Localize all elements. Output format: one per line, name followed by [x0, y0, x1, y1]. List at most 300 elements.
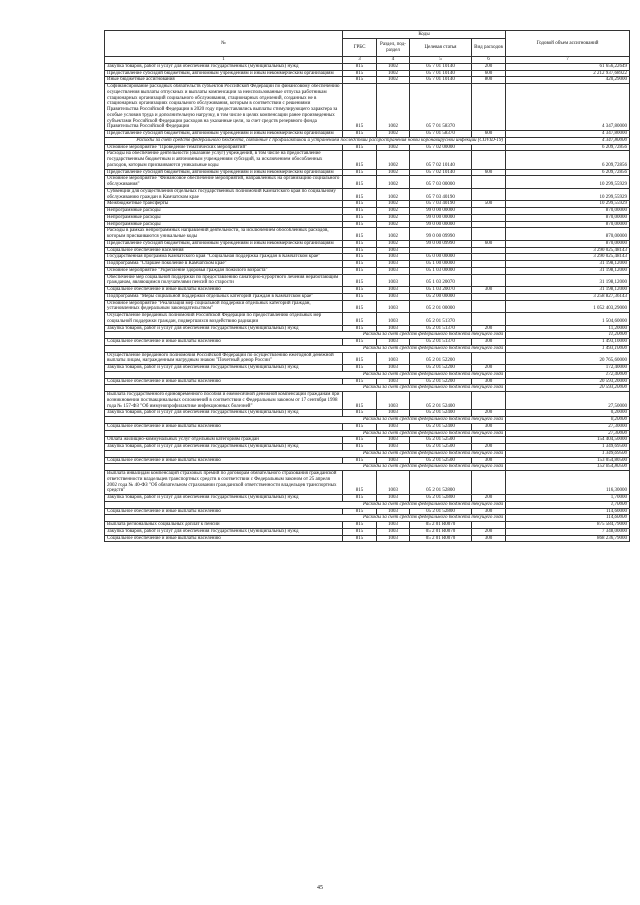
row-razdel: 1003 [377, 287, 410, 294]
row-target-article: 99 0 00 09990 [410, 228, 472, 241]
table-row [105, 221, 630, 228]
row-expense-type: 300 [472, 339, 506, 346]
note-amount: 1 349,69500 [506, 450, 630, 457]
row-expense-type [472, 144, 506, 151]
row-expense-type [472, 221, 506, 228]
row-amount: 10 299,55929 [506, 201, 630, 208]
table-row [105, 77, 630, 84]
note-row [105, 515, 630, 522]
row-amount: 4 347,80000 [506, 84, 630, 131]
col-codes-group: Коды [343, 31, 506, 39]
row-target-article: 05 2 01 52500 [410, 437, 472, 444]
row-description: Социальное обеспечение и иные выплаты населению [105, 508, 343, 515]
row-amount: 870,00000 [506, 214, 630, 221]
note-row [105, 417, 630, 424]
table-row [105, 70, 630, 77]
row-razdel: 1003 [377, 457, 410, 464]
row-target-article: 05 2 01 52400 [410, 410, 472, 417]
row-description: Закупка товаров, работ и услуг для обеспечения государственных (муниципальных) нужд [105, 63, 343, 70]
row-amount: 875 584,79000 [506, 522, 630, 529]
row-expense-type: 300 [472, 535, 506, 542]
row-target-article: 99 0 00 00000 [410, 221, 472, 228]
row-grbs: 815 [343, 444, 377, 451]
table-row [105, 287, 630, 294]
col-razdel: Раздел, под-раздел [377, 39, 410, 57]
row-target-article: 05 2 01 52200 [410, 365, 472, 372]
row-description: Подпрограмма "Старшее поколение в Камчатском крае" [105, 261, 343, 268]
col-amount: Годовой объем ассигнований [506, 31, 630, 57]
note-amount: 1 493,10000 [506, 345, 630, 352]
row-description: Социальное обеспечение и иные выплаты населению [105, 423, 343, 430]
row-target-article: 05 1 03 20070 [410, 287, 472, 294]
row-description: Иные бюджетные ассигнования [105, 77, 343, 84]
row-expense-type: 300 [472, 287, 506, 294]
idx-3: 3 [343, 57, 377, 64]
row-grbs: 815 [343, 535, 377, 542]
row-expense-type [472, 214, 506, 221]
idx-6: 6 [472, 57, 506, 64]
row-razdel: 1003 [377, 247, 410, 254]
row-target-article: 05 2 01 00000 [410, 300, 472, 313]
row-amount: 6 209,72856 [506, 144, 630, 151]
row-razdel: 1003 [377, 423, 410, 430]
row-grbs: 815 [343, 300, 377, 313]
table-row [105, 365, 630, 372]
row-grbs: 815 [343, 151, 377, 169]
row-grbs: 815 [343, 77, 377, 84]
row-description: Основное мероприятие "Финансовое обеспечение мероприятий, направленных на организацию социального обслуживания" [105, 176, 343, 189]
row-amount: 61 656,22649 [506, 63, 630, 70]
row-razdel: 1003 [377, 378, 410, 385]
row-amount: 20 765,60000 [506, 352, 630, 365]
row-grbs: 815 [343, 293, 377, 300]
row-razdel: 1003 [377, 471, 410, 495]
table-row [105, 176, 630, 189]
row-target-article: 99 0 00 00000 [410, 208, 472, 215]
row-expense-type: 300 [472, 508, 506, 515]
row-razdel: 1003 [377, 325, 410, 332]
row-expense-type: 200 [472, 365, 506, 372]
row-expense-type: 600 [472, 70, 506, 77]
row-razdel: 1003 [377, 437, 410, 444]
row-target-article: 05 7 02 00000 [410, 144, 472, 151]
row-grbs: 815 [343, 208, 377, 215]
note-text: Расходы за счет средств федерального бюджета, связанные с профилактикой и устранением последствий распространения новой коронавирусной инфекции (COVID-19) [105, 137, 506, 144]
note-amount: 20 593,20000 [506, 385, 630, 392]
row-grbs: 815 [343, 247, 377, 254]
row-target-article [410, 247, 472, 254]
row-expense-type [472, 261, 506, 268]
row-expense-type [472, 188, 506, 201]
note-amount: 27,30000 [506, 430, 630, 437]
col-num: № [105, 31, 343, 57]
row-razdel: 1002 [377, 240, 410, 247]
row-description: Расходы на обеспечение деятельности (оказание услуг) учреждений, в том числе на предоставление государственным бюджетным и автономным учреждениям субсидий, за исключением обособленных расходов, которым присваиваются уникальные коды [105, 151, 343, 169]
row-grbs: 815 [343, 240, 377, 247]
row-expense-type [472, 293, 506, 300]
row-grbs: 815 [343, 254, 377, 261]
note-text: Расходы за счет средств федерального бюджета текущего года [105, 464, 506, 471]
row-amount: 153 054,80500 [506, 457, 630, 464]
row-amount: 1 349,69500 [506, 444, 630, 451]
row-description: Закупка товаров, работ и услуг для обеспечения государственных (муниципальных) нужд [105, 444, 343, 451]
note-amount: 1,70000 [506, 501, 630, 508]
table-row [105, 378, 630, 385]
note-text: Расходы за счет средств федерального бюджета текущего года [105, 417, 506, 424]
budget-table [104, 30, 630, 542]
row-target-article: 05 7 02 10140 [410, 151, 472, 169]
table-row [105, 313, 630, 326]
row-target-article: 99 0 00 09990 [410, 240, 472, 247]
row-amount: 3 258 827,36143 [506, 293, 630, 300]
table-row [105, 508, 630, 515]
row-amount: 172,40000 [506, 365, 630, 372]
row-grbs: 815 [343, 437, 377, 444]
row-expense-type [472, 176, 506, 189]
row-razdel: 1003 [377, 254, 410, 261]
note-row [105, 430, 630, 437]
row-expense-type: 200 [472, 63, 506, 70]
table-row [105, 471, 630, 495]
col-cs: Целевая статья [410, 39, 472, 57]
table-row [105, 144, 630, 151]
row-description: Закупка товаров, работ и услуг для обеспечения государственных (муниципальных) нужд [105, 410, 343, 417]
table-row [105, 352, 630, 365]
row-expense-type [472, 274, 506, 287]
row-amount: 1 052 403,29000 [506, 300, 630, 313]
row-razdel: 1003 [377, 313, 410, 326]
row-razdel: 1003 [377, 300, 410, 313]
row-grbs: 815 [343, 457, 377, 464]
row-description: Софинансирование расходных обязательств субъектов Российской Федерации по финансовому обеспечению осуществления выплаты отпускных и выплаты компенсации за неиспользованные отпуска работникам стационарных организаций социального обслуживания, стационарных отделений, созданных не в стационарных организациях социального обслуживания, которым в соответствии с решениями Правительства Российской Федерации в 2020 году предоставлялись выплаты стимулирующего характера за особые условия труда и дополнительную нагрузку, в том числе в целях компенсации ранее произведенных субъектами Российской Федерации расходов на указанные цели, за счет средств резервного фонда Правительства Российской Федерации [105, 84, 343, 131]
row-razdel: 1002 [377, 176, 410, 189]
row-description: Закупка товаров, работ и услуг для обеспечения государственных (муниципальных) нужд [105, 528, 343, 535]
row-razdel: 1003 [377, 352, 410, 365]
row-razdel: 1003 [377, 495, 410, 502]
table-row [105, 437, 630, 444]
row-description: Расходы в рамках непрограммных направлений деятельности, за исключением обособленных расходов, которым присваиваются уникальные коды [105, 228, 343, 241]
row-expense-type [472, 254, 506, 261]
row-razdel: 1002 [377, 131, 410, 138]
row-description: Предоставление субсидий бюджетным, автономным учреждениям и иным некоммерческим организациям [105, 240, 343, 247]
table-row [105, 495, 630, 502]
row-expense-type: 600 [472, 240, 506, 247]
row-target-article: 05 2 00 00000 [410, 293, 472, 300]
row-expense-type: 200 [472, 410, 506, 417]
table-row [105, 423, 630, 430]
row-description: Государственная программа Камчатского края "Социальная поддержка граждан в Камчатском крае" [105, 254, 343, 261]
row-grbs: 815 [343, 495, 377, 502]
row-target-article: 05 2 01 52200 [410, 378, 472, 385]
row-razdel: 1003 [377, 444, 410, 451]
note-amount: 0,20000 [506, 417, 630, 424]
row-grbs: 815 [343, 522, 377, 529]
note-text: Расходы за счет средств федерального бюджета текущего года [105, 450, 506, 457]
row-description: Подпрограмма "Меры социальной поддержки отдельных категорий граждан в Камчатском крае" [105, 293, 343, 300]
row-razdel: 1002 [377, 77, 410, 84]
row-razdel: 1003 [377, 392, 410, 410]
row-grbs: 815 [343, 313, 377, 326]
row-target-article: 05 1 03 20070 [410, 274, 472, 287]
row-expense-type: 200 [472, 528, 506, 535]
row-amount: 7 348,00000 [506, 528, 630, 535]
note-text: Расходы за счет средств федерального бюджета текущего года [105, 385, 506, 392]
row-expense-type [472, 84, 506, 131]
row-target-article: 05 1 03 00000 [410, 267, 472, 274]
row-razdel: 1002 [377, 70, 410, 77]
note-text: Расходы за счет средств федерального бюджета текущего года [105, 515, 506, 522]
row-razdel: 1002 [377, 188, 410, 201]
row-description: Социальное обеспечение населения [105, 247, 343, 254]
row-target-article: 05 2 01 51370 [410, 325, 472, 332]
row-description: Обеспечение мер социальной поддержки по предоставлению санаторно-курортного лечения неработающим гражданам, являющимся получателями пенсий по старости [105, 274, 343, 287]
row-amount: 0,20000 [506, 410, 630, 417]
table-row [105, 151, 630, 169]
table-row [105, 84, 630, 131]
note-amount: 172,40000 [506, 371, 630, 378]
row-amount: 870,00000 [506, 228, 630, 241]
row-amount: 10 299,55929 [506, 176, 630, 189]
row-amount: 20 593,20000 [506, 378, 630, 385]
table-body [105, 63, 630, 542]
note-amount: 153 054,80500 [506, 464, 630, 471]
row-amount: 3 290 025,48143 [506, 254, 630, 261]
note-text: Расходы за счет средств федерального бюджета текущего года [105, 430, 506, 437]
row-razdel: 1003 [377, 528, 410, 535]
row-expense-type [472, 247, 506, 254]
table-row [105, 535, 630, 542]
row-expense-type: 800 [472, 77, 506, 84]
row-target-article: 05 2 01 52400 [410, 423, 472, 430]
row-amount: 868 236,79000 [506, 535, 630, 542]
row-target-article: 05 0 00 00000 [410, 254, 472, 261]
table-row [105, 457, 630, 464]
row-expense-type [472, 208, 506, 215]
row-expense-type [472, 267, 506, 274]
row-grbs: 815 [343, 287, 377, 294]
row-grbs: 815 [343, 84, 377, 131]
row-razdel: 1002 [377, 169, 410, 176]
row-amount: 31 198,12000 [506, 267, 630, 274]
row-grbs: 815 [343, 131, 377, 138]
row-expense-type [472, 151, 506, 169]
row-target-article: 05 2 01 52800 [410, 471, 472, 495]
row-razdel: 1003 [377, 522, 410, 529]
table-row [105, 201, 630, 208]
idx-7: 7 [506, 57, 630, 64]
row-amount: 3 290 025,48143 [506, 247, 630, 254]
table-row [105, 240, 630, 247]
row-target-article: 05 2 01 51370 [410, 339, 472, 346]
note-text: Расходы за счет средств федерального бюджета текущего года [105, 501, 506, 508]
row-expense-type [472, 300, 506, 313]
row-description: Осуществление переданных полномочий Российской Федерации по предоставлению отдельных мер социальной поддержки граждан, подвергшихся воздействию радиации [105, 313, 343, 326]
row-target-article: 05 7 01 10140 [410, 63, 472, 70]
row-grbs: 815 [343, 228, 377, 241]
row-razdel: 1003 [377, 365, 410, 372]
row-description: Социальное обеспечение и иные выплаты населению [105, 339, 343, 346]
row-razdel: 1003 [377, 535, 410, 542]
row-description: Основное мероприятие "Проведение тематических мероприятий" [105, 144, 343, 151]
row-description: Непрограммные расходы [105, 221, 343, 228]
note-row [105, 464, 630, 471]
note-row [105, 345, 630, 352]
row-razdel: 1003 [377, 410, 410, 417]
row-description: Оплата жилищно-коммунальных услуг отдельным категориям граждан [105, 437, 343, 444]
row-description: Предоставление субсидий бюджетным, автономным учреждениям и иным некоммерческим организациям [105, 169, 343, 176]
row-description: Основное мероприятие "Реализация мер социальной поддержки отдельных категорий граждан, установленных федеральным законодательством" [105, 300, 343, 313]
note-row [105, 450, 630, 457]
col-grbs: ГРБС [343, 39, 377, 57]
row-target-article: 05 1 00 00000 [410, 261, 472, 268]
row-grbs: 815 [343, 339, 377, 346]
row-grbs: 815 [343, 325, 377, 332]
row-razdel: 1002 [377, 144, 410, 151]
row-target-article: 05 7 01 10140 [410, 77, 472, 84]
row-description: Выплата региональных социальных доплат к пенсии [105, 522, 343, 529]
table-row [105, 392, 630, 410]
row-grbs: 815 [343, 410, 377, 417]
note-text: Расходы за счет средств федерального бюджета текущего года [105, 345, 506, 352]
table-row [105, 214, 630, 221]
idx-5: 5 [410, 57, 472, 64]
table-row [105, 188, 630, 201]
row-expense-type: 200 [472, 495, 506, 502]
table-row [105, 444, 630, 451]
row-grbs: 815 [343, 267, 377, 274]
row-description: Выплата инвалидам компенсаций страховых премий по договорам обязательного страхования гражданской ответственности владельцев транспортных средств в соответствии с Федеральным законом от 25 апреля 2002 года № 40-ФЗ "Об обязательном страховании гражданской ответственности владельцев транспортных средств" [105, 471, 343, 495]
row-expense-type [472, 437, 506, 444]
row-description: Закупка товаров, работ и услуг для обеспечения государственных (муниципальных) нужд [105, 325, 343, 332]
row-target-article: 05 7 01 58370 [410, 131, 472, 138]
note-row [105, 501, 630, 508]
row-description: Основное мероприятие "Укрепление здоровья граждан пожилого возраста" [105, 267, 343, 274]
row-razdel: 1003 [377, 339, 410, 346]
row-grbs: 815 [343, 471, 377, 495]
row-description: Непрограммные расходы [105, 208, 343, 215]
row-expense-type [472, 522, 506, 529]
row-target-article: 05 7 03 40190 [410, 188, 472, 201]
row-target-article: 05 2 01 52400 [410, 392, 472, 410]
row-expense-type: 300 [472, 457, 506, 464]
row-amount: 114,60000 [506, 508, 630, 515]
row-expense-type: 600 [472, 131, 506, 138]
row-expense-type: 500 [472, 201, 506, 208]
row-amount: 10 299,55929 [506, 188, 630, 201]
row-grbs: 815 [343, 188, 377, 201]
row-expense-type [472, 392, 506, 410]
row-target-article: 05 2 01 52800 [410, 508, 472, 515]
table-row [105, 267, 630, 274]
row-amount: 2 212 937,68922 [506, 70, 630, 77]
row-expense-type: 300 [472, 378, 506, 385]
row-grbs: 815 [343, 261, 377, 268]
row-description: Предоставление субсидий бюджетным, автономным учреждениям и иным некоммерческим организациям [105, 131, 343, 138]
row-amount: 870,00000 [506, 208, 630, 215]
row-description: Закупка товаров, работ и услуг для обеспечения государственных (муниципальных) нужд [105, 495, 343, 502]
index-row [105, 57, 630, 64]
row-expense-type: 200 [472, 325, 506, 332]
row-razdel: 1003 [377, 261, 410, 268]
row-target-article: 05 7 03 00000 [410, 176, 472, 189]
row-expense-type [472, 471, 506, 495]
note-row [105, 385, 630, 392]
row-razdel: 1002 [377, 228, 410, 241]
row-grbs: 815 [343, 352, 377, 365]
row-grbs: 815 [343, 274, 377, 287]
row-target-article: 05 7 01 58370 [410, 84, 472, 131]
table-row [105, 325, 630, 332]
row-grbs: 815 [343, 214, 377, 221]
table-row [105, 131, 630, 138]
row-amount: 116,30000 [506, 471, 630, 495]
table-row [105, 208, 630, 215]
table-row [105, 339, 630, 346]
row-description: Межбюджетные трансферты [105, 201, 343, 208]
row-razdel: 1002 [377, 63, 410, 70]
row-amount: 4 347,80000 [506, 131, 630, 138]
row-razdel: 1003 [377, 508, 410, 515]
row-razdel: 1002 [377, 221, 410, 228]
table-row [105, 169, 630, 176]
row-description: Выплата государственного единовременного пособия и ежемесячной денежной компенсации гражданам при возникновении поствакцинальных осложнений в соответствии с Федеральным законом от 17 сентября 1998 года № 157-ФЗ "Об иммунопрофилактике инфекционных болезней" [105, 392, 343, 410]
row-expense-type [472, 352, 506, 365]
col-vr: Вид расходов [472, 39, 506, 57]
row-grbs: 815 [343, 221, 377, 228]
row-grbs: 815 [343, 508, 377, 515]
row-razdel: 1003 [377, 267, 410, 274]
row-amount: 11,20000 [506, 325, 630, 332]
row-target-article: 05 2 01 52500 [410, 444, 472, 451]
row-grbs: 815 [343, 169, 377, 176]
row-target-article: 05 2 01 52800 [410, 495, 472, 502]
table-row [105, 63, 630, 70]
row-amount: 31 198,12000 [506, 274, 630, 287]
row-amount: 870,00000 [506, 221, 630, 228]
idx-4: 4 [377, 57, 410, 64]
row-target-article: 05 7 01 10140 [410, 70, 472, 77]
row-razdel: 1002 [377, 151, 410, 169]
row-expense-type [472, 228, 506, 241]
row-grbs: 815 [343, 423, 377, 430]
table-row [105, 522, 630, 529]
row-expense-type: 300 [472, 423, 506, 430]
row-target-article: 05 2 01 52200 [410, 352, 472, 365]
note-row [105, 137, 630, 144]
note-amount: 4 347,80000 [506, 137, 630, 144]
row-description: Социальное обеспечение и иные выплаты населению [105, 378, 343, 385]
table-row [105, 300, 630, 313]
row-target-article: 05 2 01 52500 [410, 457, 472, 464]
note-row [105, 371, 630, 378]
row-description: Непрограммные расходы [105, 214, 343, 221]
row-grbs: 815 [343, 528, 377, 535]
row-target-article: 05 7 02 10140 [410, 169, 472, 176]
row-grbs: 815 [343, 201, 377, 208]
row-grbs: 815 [343, 63, 377, 70]
row-amount: 1 493,10000 [506, 339, 630, 346]
idx-1: 1 [105, 57, 343, 64]
row-description: Социальное обеспечение и иные выплаты населению [105, 457, 343, 464]
row-amount: 27,30000 [506, 423, 630, 430]
note-text: Расходы за счет средств федерального бюджета текущего года [105, 371, 506, 378]
row-description: Предоставление субсидий бюджетным, автономным учреждениям и иным некоммерческим организациям [105, 70, 343, 77]
row-description: Осуществление переданного полномочия Российской Федерации по осуществлению ежегодной денежной выплаты лицам, награжденным нагрудным знаком "Почетный донор России" [105, 352, 343, 365]
row-expense-type: 200 [472, 444, 506, 451]
row-razdel: 1002 [377, 84, 410, 131]
row-amount: 420,29000 [506, 77, 630, 84]
table-row [105, 261, 630, 268]
